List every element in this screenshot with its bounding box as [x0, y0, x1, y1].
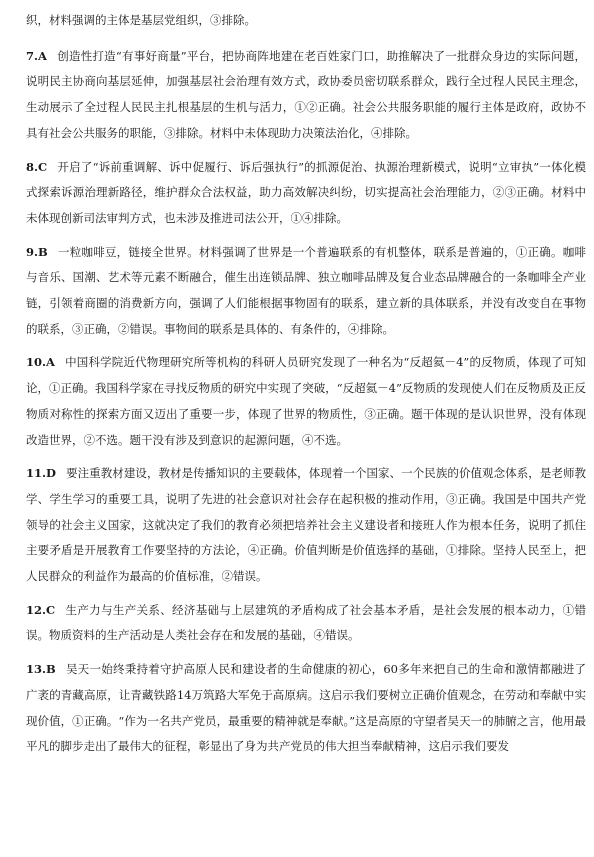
answer-item-9 — [26, 240, 586, 343]
answer-text: 创造性打造“有事好商量”平台，把协商阵地建在老百姓家门口，助推解决了一批群众身边的实际问题，说明民主协商向基层延伸，加强基层社会治理有效方式，政协委员密切联系群众，践行全过程人民民主理念，生动展示了全过程人民民主扎根基层的生机与活力，①②正确。社会公共服务职能的履行主体是政府，政协不具有社会公共服务的职能，③排除。材料中未体现助力决策法治化，④排除。 — [26, 48, 586, 140]
question-number: 12. — [26, 602, 47, 617]
answer-item-10 — [26, 350, 586, 453]
answer-list — [26, 8, 586, 760]
answer-text: 吴天一始终秉持着守护高原人民和建设者的生命健康的初心，60多年来把自己的生命和激情都融进了广袤的青藏高原，让青藏铁路14万筑路大军免于高原病。这启示我们要树立正确价值观念，在劳动和奉献中实现价值，①正确。“作为一名共产党员，最重要的精神就是奉献。”这是高原的守望者吴天一的肺腑之言，他用最平凡的脚步走出了最伟大的征程，彰显出了身为共产党员的伟大担当奉献精神，这启示我们要发 — [26, 662, 586, 754]
answer-text: 要注重教材建设，教材是传播知识的主要载体，体现着一个国家、一个民族的价值观念体系，是老师教学、学生学习的重要工具，说明了先进的社会意识对社会存在起积极的推动作用，③正确。我国是中国共产党领导的社会主义国家，这就决定了我们的教育必须把培养社会主义建设者和接班人作为根本任务，说明了抓住主要矛盾是开展教育工作要坚持的方法论，④正确。价值判断是价值选择的基础，①排除。坚持人民至上，把人民群众的利益作为最高的价值标准，②错误。 — [26, 466, 586, 584]
answer-text: 开启了“诉前重调解、诉中促履行、诉后强执行”的抓源促治、执源治理新模式，说明“立审执”一体化模式探索诉源治理新路径，维护群众合法权益，助力高效解决纠纷，切实提高社会治理能力，②③正确。材料中未体现创新司法审判方式，也未涉及推进司法公开，①④排除。 — [26, 159, 586, 225]
answer-item-6-continued — [26, 8, 586, 34]
answer-item-11 — [26, 461, 586, 590]
answer-text: 织，材料强调的主体是基层党组织，③排除。 — [26, 13, 256, 27]
question-number: 11. — [26, 466, 47, 481]
question-number: 8. — [26, 159, 39, 174]
answer-item-8 — [26, 155, 586, 232]
answer-text: 中国科学院近代物理研究所等机构的科研人员研究发现了一种名为“反超氦－4”的反物质，体现了可知论，①正确。我国科学家在寻找反物质的研究中实现了突破，“反超氦－4”反物质的发现使人们在反物质及正反物质对称性的探索方面又迈出了重要一步，体现了世界的物质性，③正确。题干体现的是认识世界，没有体现改造世界，②不选。题干没有涉及到意识的起源问题，④不选。 — [26, 355, 586, 447]
answer-item-12 — [26, 598, 586, 649]
answer-choice: B — [46, 662, 56, 677]
answer-text: 一粒咖啡豆，链接全世界。材料强调了世界是一个普遍联系的有机整体，联系是普遍的，①正确。咖啡与音乐、国潮、艺术等元素不断融合，催生出连锁品牌、独立咖啡品牌及复合业态品牌融合的一条咖啡全产业链，引领着商圈的消费新方向，强调了人们能根据事物固有的联系，建立新的具体联系，并没有改变自在事物的联系，③正确，②错误。事物间的联系是具体的、有条件的，④排除。 — [26, 244, 586, 336]
answer-choice: A — [38, 48, 47, 63]
question-number: 13. — [26, 662, 47, 677]
question-number: 9. — [26, 244, 39, 259]
answer-choice: D — [46, 466, 56, 481]
question-number: 10. — [26, 355, 47, 370]
answer-item-7 — [26, 44, 586, 147]
answer-choice: A — [46, 355, 55, 370]
answer-choice: C — [46, 602, 56, 617]
answer-choice: C — [38, 159, 48, 174]
answer-choice: B — [38, 244, 48, 259]
question-number: 7. — [26, 48, 39, 63]
answer-text: 生产力与生产关系、经济基础与上层建筑的矛盾构成了社会基本矛盾，是社会发展的根本动力，①错误。物质资料的生产活动是人类社会存在和发展的基础，④错误。 — [26, 602, 586, 643]
answer-item-13 — [26, 657, 586, 760]
